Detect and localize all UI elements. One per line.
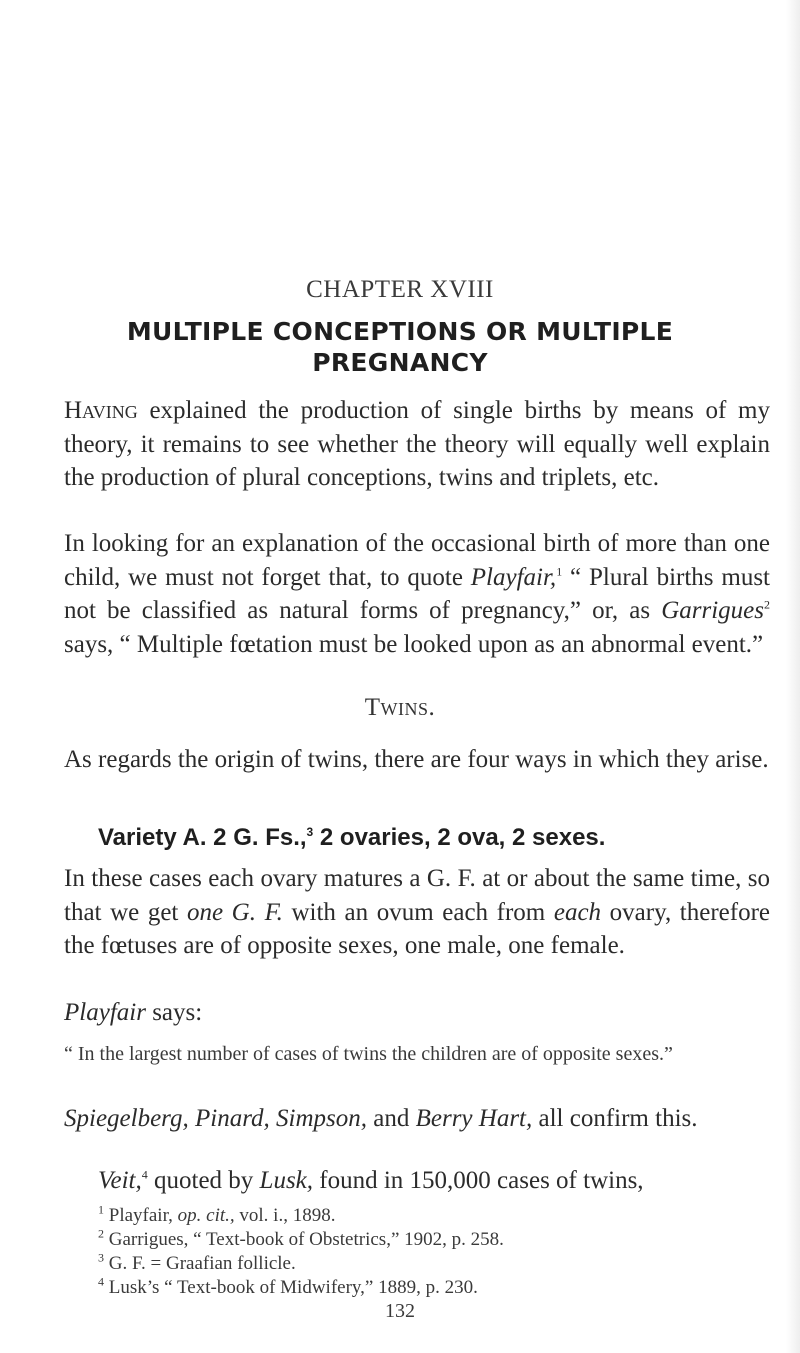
footnotes — [98, 1204, 778, 1300]
footnote-3-number: 3 — [98, 1250, 104, 1265]
footnote-1-italic: op. cit., — [177, 1205, 235, 1226]
footnote-1-text-b: vol. i., 1898. — [234, 1205, 336, 1226]
intro-p1-text: explained the production of single births by means of my theory, it remains to see whether the theory will equally well explain the production of plural conceptions, twins and triplets, etc. — [64, 397, 770, 491]
confirm-berry-hart: Berry Hart, — [415, 1105, 533, 1132]
confirm-authors: Spiegelberg, Pinard, Simpson, — [64, 1105, 367, 1132]
variety-a-paragraph — [64, 862, 770, 963]
page-number: 132 — [385, 1300, 415, 1322]
author-garrigues: Garrigues — [661, 597, 764, 624]
footnote-3-text: G. F. = Graafian follicle. — [104, 1253, 296, 1274]
veit-lusk: Lusk, — [259, 1167, 314, 1194]
footnote-1 — [98, 1204, 778, 1228]
intro-paragraph-1 — [64, 394, 770, 495]
veit-text-a: quoted by — [147, 1167, 260, 1194]
footnote-ref-4: 4 — [141, 1167, 148, 1182]
playfair-says — [64, 996, 770, 1030]
author-playfair: Playfair, — [470, 563, 557, 591]
variety-a-label-b: 2 ovaries, 2 ova, 2 sexes. — [313, 824, 606, 851]
page-edge-shadow — [786, 0, 800, 1353]
footnote-ref-3: 3 — [306, 825, 314, 839]
footnote-4-text: Lusk’s “ Text-book of Midwifery,” 1889, p. 230. — [104, 1277, 478, 1298]
lead-word: Having — [64, 397, 138, 424]
intro-p2-text-c: says, “ Multiple fœtation must be looked upon as an abnormal event.” — [64, 630, 764, 658]
playfair-quote: “ In the largest number of cases of twins the children are of opposite sexes.” — [64, 1043, 673, 1065]
confirm-paragraph — [64, 1102, 770, 1136]
twins-paragraph: As regards the origin of twins, there are four ways in which they arise. — [64, 746, 769, 773]
chapter-heading: CHAPTER XVIII — [306, 276, 494, 303]
intro-p2-text-b: “ Plural births must not be classified as natural forms of pregnancy,” or, as — [64, 563, 770, 624]
confirm-text: all confirm this. — [532, 1105, 698, 1132]
veit-name: Veit, — [98, 1167, 142, 1194]
footnote-ref-1: 1 — [556, 564, 563, 579]
twins-subheading: Twins. — [364, 694, 436, 721]
variety-a-label-a: Variety A. 2 G. Fs., — [98, 824, 307, 851]
intro-paragraph-2 — [64, 527, 770, 661]
variety-a-heading — [98, 824, 605, 852]
variety-a-text-a: In these cases each ovary matures a G. F. at or about the same time, so that we get — [64, 865, 770, 926]
playfair-name: Playfair — [64, 999, 146, 1026]
footnote-1-text-a: Playfair, — [104, 1205, 178, 1226]
veit-paragraph — [98, 1164, 770, 1198]
confirm-and: and — [366, 1105, 416, 1132]
variety-a-text-c: ovary, therefore the fœtuses are of opposite sexes, one male, one female. — [64, 898, 771, 959]
variety-a-text-b: with an ovum each from — [282, 898, 554, 926]
variety-a-one-gf: one G. F. — [186, 898, 283, 926]
footnote-2 — [98, 1228, 778, 1252]
footnote-3 — [98, 1252, 778, 1276]
playfair-says-text: says: — [145, 999, 203, 1026]
footnote-ref-2: 2 — [764, 597, 770, 612]
chapter-title: MULTIPLE CONCEPTIONS OR MULTIPLE PREGNANCY — [126, 317, 674, 377]
footnote-2-text: Garrigues, “ Text-book of Obstetrics,” 1902, p. 258. — [104, 1229, 504, 1250]
intro-p2-text-a: In looking for an explanation of the occasional birth of more than one child, we must not forget that, to quote — [64, 530, 770, 591]
footnote-4 — [98, 1276, 778, 1300]
veit-text-b: found in 150,000 cases of twins, — [313, 1167, 644, 1194]
footnote-4-number: 4 — [98, 1274, 104, 1289]
variety-a-each: each — [553, 898, 602, 926]
footnote-1-number: 1 — [98, 1202, 104, 1217]
footnote-2-number: 2 — [98, 1226, 104, 1241]
